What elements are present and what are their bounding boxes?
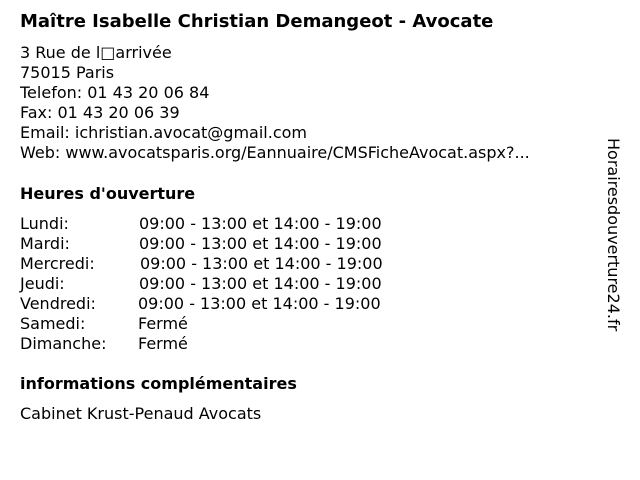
hours-time-value: 09:00 - 13:00 et 14:00 - 19:00 [140,254,383,273]
hours-row-tuesday [20,234,440,254]
opening-hours-table [20,214,440,354]
additional-info-heading: informations complémentaires [20,374,297,393]
opening-hours-heading: Heures d'ouverture [20,184,196,203]
hours-day-label: Dimanche: [20,334,107,353]
page-title: Maître Isabelle Christian Demangeot - Avocate [20,11,494,32]
hours-time-value: 09:00 - 13:00 et 14:00 - 19:00 [139,214,382,233]
hours-day-label: Mercredi: [20,254,95,273]
hours-row-wednesday [20,254,440,274]
hours-day-label: Lundi: [20,214,69,233]
hours-row-friday [20,294,440,314]
fax-number: Fax: 01 43 20 06 39 [20,103,180,122]
hours-day-label: Vendredi: [20,294,96,313]
website-url: Web: www.avocatsparis.org/Eannuaire/CMSFicheAvocat.aspx?... [20,143,530,162]
site-watermark: Horairesdouverture24.fr [604,138,623,332]
hours-time-value: 09:00 - 13:00 et 14:00 - 19:00 [139,234,382,253]
address-city: 75015 Paris [20,63,115,82]
phone-number: Telefon: 01 43 20 06 84 [20,83,210,102]
email-address: Email: ichristian.avocat@gmail.com [20,123,307,142]
address-street: 3 Rue de l□arrivée [20,43,172,62]
hours-day-label: Mardi: [20,234,70,253]
hours-time-value: 09:00 - 13:00 et 14:00 - 19:00 [138,294,381,313]
hours-day-label: Samedi: [20,314,86,333]
hours-row-thursday [20,274,440,294]
additional-info-text: Cabinet Krust-Penaud Avocats [20,404,262,423]
hours-time-value: Fermé [138,314,188,333]
hours-row-saturday [20,314,440,334]
contact-block [20,43,530,163]
hours-time-value: Fermé [138,334,188,353]
hours-day-label: Jeudi: [20,274,65,293]
hours-row-sunday [20,334,440,354]
hours-time-value: 09:00 - 13:00 et 14:00 - 19:00 [139,274,382,293]
hours-row-monday [20,214,440,234]
